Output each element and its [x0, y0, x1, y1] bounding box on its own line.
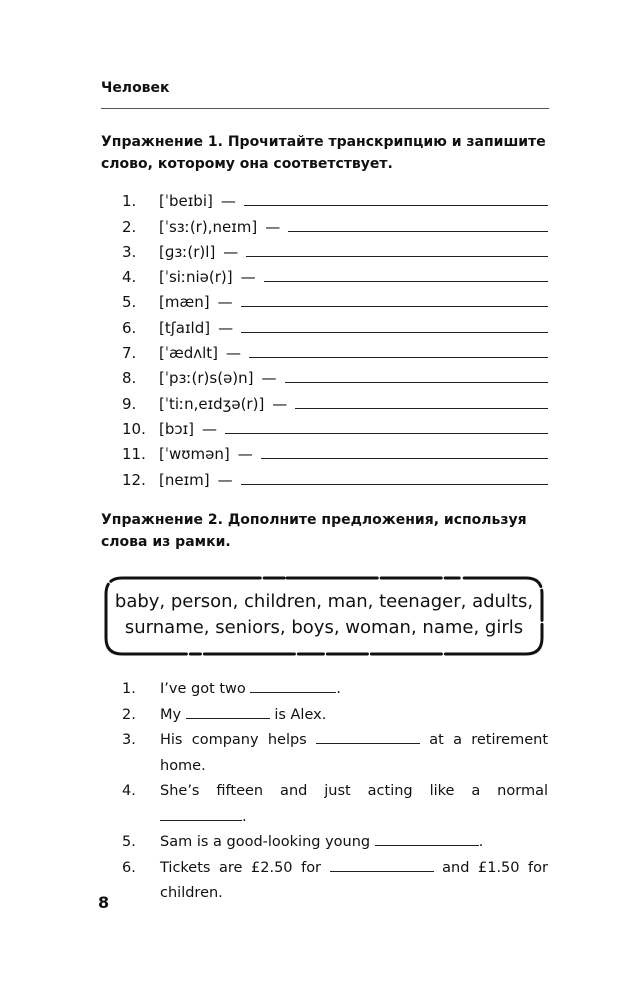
transcription: [neɪm]: [159, 470, 210, 489]
transcription-list: [122, 185, 548, 489]
word-box-line-1: baby, person, children, man, teenager, adults,: [114, 591, 534, 612]
page-header-title: Человек: [101, 80, 170, 96]
item-number: 6.: [122, 318, 137, 337]
item-number: 4.: [122, 268, 137, 287]
dash: —: [220, 192, 236, 211]
answer-line[interactable]: [261, 458, 548, 459]
dash: —: [237, 445, 253, 464]
item-number: 7.: [122, 344, 137, 363]
transcription: [ˈædʌlt]: [159, 344, 219, 363]
item-number: 11.: [122, 445, 146, 464]
dash: —: [240, 268, 256, 287]
answer-line[interactable]: [264, 281, 548, 282]
item-number: 3.: [122, 242, 137, 261]
transcription-item: [122, 463, 548, 488]
answer-line[interactable]: [225, 433, 548, 434]
answer-blank[interactable]: [250, 691, 336, 693]
transcription-item: [122, 438, 548, 463]
answer-line[interactable]: [288, 231, 548, 232]
exercise-1-title: [101, 131, 549, 175]
sentence-after: and £1.50 for children.: [160, 859, 548, 901]
transcription-item: [122, 337, 548, 362]
transcription: [ˈsiːniə(r)]: [159, 268, 233, 287]
transcription-item: [122, 413, 548, 438]
sentence-text: [160, 728, 548, 779]
answer-line[interactable]: [241, 332, 548, 333]
word-box-text: [104, 589, 544, 641]
answer-blank[interactable]: [186, 717, 270, 719]
exercise-1-label: Упражнение 1.: [101, 134, 223, 150]
sentence-list: [122, 677, 548, 907]
dash: —: [261, 369, 277, 388]
item-number: 3.: [122, 732, 136, 748]
sentence-before: My: [160, 706, 182, 723]
dash: —: [217, 470, 233, 489]
dash: —: [226, 344, 242, 363]
word-box: [104, 576, 544, 656]
item-number: 2.: [122, 217, 137, 236]
answer-line[interactable]: [249, 357, 548, 358]
dash: —: [202, 419, 218, 438]
answer-blank[interactable]: [330, 870, 434, 872]
sentence-before: His company helps: [160, 732, 307, 748]
transcription-item: [122, 311, 548, 336]
sentence-after: at a retirement home.: [160, 732, 549, 774]
transcription: [tʃaɪld]: [159, 318, 211, 337]
sentence-after: .: [478, 834, 484, 850]
exercise-2-instruction: Дополните предложения, используя слова из рамки.: [101, 512, 527, 550]
answer-line[interactable]: [241, 306, 548, 307]
sentence-item: [122, 728, 548, 779]
sentence-item: [122, 856, 548, 907]
item-number: 4.: [122, 783, 136, 799]
sentence-item: [122, 779, 548, 830]
transcription: [mæn]: [159, 293, 210, 312]
sentence-item: [122, 703, 548, 729]
item-number: 6.: [122, 859, 136, 876]
exercise-1-instruction: Прочитайте транскрипцию и запишите слово, которому она соответствует.: [101, 134, 546, 172]
sentence-item: [122, 677, 548, 703]
sentence-before: Tickets are £2.50 for: [160, 859, 322, 876]
word-box-line-2: surname, seniors, boys, woman, name, girls: [124, 617, 524, 638]
dash: —: [272, 394, 288, 413]
sentence-before: I’ve got two: [160, 681, 246, 697]
transcription: [ˈbeɪbi]: [159, 192, 213, 211]
transcription-item: [122, 210, 548, 235]
item-number: 1.: [122, 681, 136, 697]
item-number: 9.: [122, 394, 137, 413]
transcription-item: [122, 387, 548, 412]
transcription-item: [122, 236, 548, 261]
exercise-2-title: [101, 509, 549, 553]
transcription: [ˈtiːn,eɪdʒə(r)]: [159, 394, 265, 413]
dash: —: [217, 293, 233, 312]
transcription: [ˈwʊmən]: [159, 445, 230, 464]
item-number: 8.: [122, 369, 137, 388]
item-number: 5.: [122, 293, 137, 312]
header-divider: [101, 108, 549, 109]
transcription: [ˈsɜː(r),neɪm]: [159, 217, 258, 236]
sentence-after: is Alex.: [274, 706, 327, 723]
transcription-item: [122, 362, 548, 387]
sentence-before: She’s fifteen and just acting like a normal: [160, 783, 548, 799]
item-number: 5.: [122, 834, 136, 850]
item-number: 2.: [122, 706, 136, 723]
answer-blank[interactable]: [316, 742, 420, 744]
sentence-text: [160, 677, 548, 703]
transcription: [bɔɪ]: [159, 419, 195, 438]
transcription-item: [122, 286, 548, 311]
transcription: [ˈpɜː(r)s(ə)n]: [159, 369, 254, 388]
answer-line[interactable]: [241, 484, 548, 485]
answer-line[interactable]: [244, 205, 548, 206]
sentence-after: .: [336, 681, 342, 697]
item-number: 1.: [122, 192, 137, 211]
item-number: 12.: [122, 470, 146, 489]
answer-blank[interactable]: [160, 819, 242, 821]
dash: —: [223, 242, 239, 261]
sentence-before: Sam is a good-looking young: [160, 834, 371, 850]
sentence-text: [160, 703, 548, 729]
transcription: [ɡɜː(r)l]: [159, 242, 216, 261]
answer-line[interactable]: [295, 408, 548, 409]
sentence-text: [160, 856, 548, 907]
item-number: 10.: [122, 419, 146, 438]
answer-blank[interactable]: [375, 844, 479, 846]
exercise-2-label: Упражнение 2.: [101, 512, 223, 528]
page-number: 8: [98, 893, 110, 912]
transcription-item: [122, 185, 548, 210]
transcription-item: [122, 261, 548, 286]
dash: —: [265, 217, 281, 236]
sentence-text: [160, 830, 548, 856]
sentence-text: [160, 779, 548, 830]
sentence-after: .: [242, 808, 247, 825]
sentence-item: [122, 830, 548, 856]
dash: —: [218, 318, 234, 337]
answer-line[interactable]: [246, 256, 548, 257]
answer-line[interactable]: [285, 382, 548, 383]
